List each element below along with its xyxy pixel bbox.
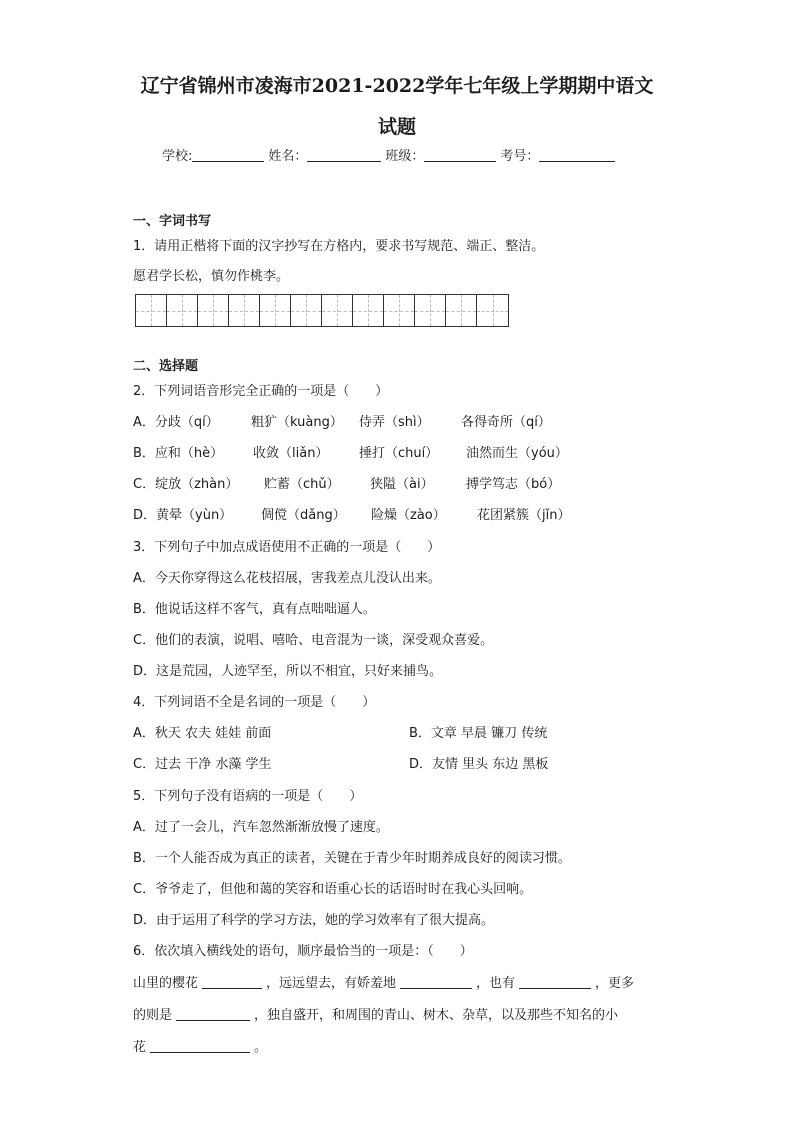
q1-text: 愿君学长松，慎勿作桃李。	[133, 269, 290, 284]
grid-cell[interactable]	[229, 295, 260, 326]
grid-cell[interactable]	[291, 295, 322, 326]
name-label: 姓名：	[268, 149, 308, 164]
q4-stem: 4．下列词语不全是名词的一项是（ ）	[133, 695, 376, 710]
q2-c-word1: C．绽放（zhàn）	[133, 477, 239, 492]
q6-text: ，也有	[476, 976, 516, 991]
q6-passage-line3	[133, 1036, 267, 1055]
q2-d-word2: 倜傥（dǎng）	[261, 508, 346, 523]
q2-d-word1: D．黄晕（yùn）	[133, 508, 233, 523]
q2-a-word3: 侍弄（shì）	[359, 415, 430, 430]
q2-a-word2: 粗犷（kuàng）	[251, 415, 343, 430]
class-label: 班级：	[385, 149, 425, 164]
q6-blank-2[interactable]	[400, 974, 472, 989]
q5-option-b: B．一个人能否成为真正的读者，关键在于青少年时期养成良好的阅读习惯。	[133, 851, 571, 866]
exam-no-label: 考号：	[500, 149, 540, 164]
q6-stem: 6．依次填入横线处的语句，顺序最恰当的一项是：（ ）	[133, 944, 473, 959]
section1-heading: 一、字词书写	[133, 214, 212, 229]
q2-d-word3: 险燥（zào）	[371, 508, 446, 523]
exam-no-blank[interactable]	[539, 147, 615, 162]
q6-passage-line1	[133, 972, 634, 991]
q3-option-d: D．这是荒园，人迹罕至，所以不相宜，只好来捕鸟。	[133, 664, 443, 679]
q6-text: ，独自盛开，和周围的青山、树木、杂草，以及那些不知名的小	[254, 1008, 619, 1023]
q2-option-d	[133, 504, 570, 523]
q2-b-word1: B．应和（hè）	[133, 446, 224, 461]
grid-cell[interactable]	[260, 295, 291, 326]
q5-stem: 5．下列句子没有语病的一项是（ ）	[133, 789, 363, 804]
q4-options-row1	[133, 722, 547, 741]
q6-text: 花	[133, 1040, 147, 1055]
q2-b-word4: 油然而生（yóu）	[466, 446, 568, 461]
school-blank[interactable]	[192, 147, 264, 162]
school-label: 学校:	[162, 149, 193, 164]
q3-option-a: A．今天你穿得这么花枝招展，害我差点儿没认出来。	[133, 571, 441, 586]
grid-cell[interactable]	[446, 295, 477, 326]
q6-text: 。	[254, 1040, 268, 1055]
q6-text: 的则是	[133, 1008, 173, 1023]
section2-heading: 二、选择题	[133, 359, 199, 374]
q2-c-word4: 搏学笃志（bó）	[466, 477, 561, 492]
q6-passage-line2	[133, 1004, 618, 1023]
class-blank[interactable]	[424, 147, 496, 162]
grid-cell[interactable]	[415, 295, 446, 326]
q2-c-word3: 狭隘（ài）	[370, 477, 434, 492]
q1-stem: 1．请用正楷将下面的汉字抄写在方格内，要求书写规范、端正、整洁。	[133, 239, 545, 254]
q2-option-b	[133, 442, 568, 461]
q4-options-row2	[133, 753, 548, 772]
q6-text: 山里的樱花	[133, 976, 199, 991]
grid-cell[interactable]	[322, 295, 353, 326]
q4-option-d: D．友情 里头 东边 黑板	[409, 757, 549, 772]
q4-option-a: A．秋天 农夫 娃娃 前面	[133, 726, 272, 741]
grid-cell[interactable]	[353, 295, 384, 326]
q2-stem: 2．下列词语音形完全正确的一项是（ ）	[133, 384, 389, 399]
q2-b-word3: 捶打（chuí）	[359, 446, 439, 461]
q2-option-a	[133, 411, 551, 430]
grid-cell[interactable]	[167, 295, 198, 326]
q2-a-word1: A．分歧（qí）	[133, 415, 219, 430]
name-blank[interactable]	[307, 147, 381, 162]
q6-blank-5[interactable]	[150, 1038, 250, 1053]
grid-cell[interactable]	[477, 295, 508, 326]
q2-d-word4: 花团紧簇（jǐn）	[477, 508, 571, 523]
grid-cell[interactable]	[198, 295, 229, 326]
q5-option-a: A．过了一会儿，汽车忽然渐渐放慢了速度。	[133, 820, 389, 835]
q3-option-c: C．他们的表演，说唱、嘻哈、电音混为一谈，深受观众喜爱。	[133, 633, 494, 648]
q6-text: ，更多	[595, 976, 635, 991]
q6-blank-3[interactable]	[519, 974, 591, 989]
exam-title-line2: 试题	[377, 116, 416, 138]
q5-option-c: C．爷爷走了，但他和蔼的笑容和语重心长的话语时时在我心头回响。	[133, 882, 533, 897]
grid-cell[interactable]	[384, 295, 415, 326]
q2-b-word2: 收敛（liǎn）	[253, 446, 329, 461]
q6-blank-1[interactable]	[202, 974, 262, 989]
q6-blank-4[interactable]	[176, 1006, 250, 1021]
q2-option-c	[133, 473, 560, 492]
writing-grid[interactable]	[135, 294, 509, 327]
exam-title-line1: 辽宁省锦州市凌海市2021-2022学年七年级上学期期中语文	[140, 75, 654, 97]
q3-option-b: B．他说话这样不客气，真有点咄咄逼人。	[133, 602, 376, 617]
q4-option-c: C．过去 干净 水藻 学生	[133, 757, 272, 772]
q2-c-word2: 贮蓄（chǔ）	[264, 477, 340, 492]
student-info-row	[162, 145, 619, 164]
q5-option-d: D．由于运用了科学的学习方法，她的学习效率有了很大提高。	[133, 913, 495, 928]
q2-a-word4: 各得奇所（qí）	[461, 415, 551, 430]
q3-stem: 3．下列句子中加点成语使用不正确的一项是（ ）	[133, 540, 441, 555]
q4-option-b: B．文章 早晨 镰刀 传统	[409, 726, 548, 741]
q6-text: ，远远望去，有娇羞地	[266, 976, 397, 991]
grid-cell[interactable]	[136, 295, 167, 326]
